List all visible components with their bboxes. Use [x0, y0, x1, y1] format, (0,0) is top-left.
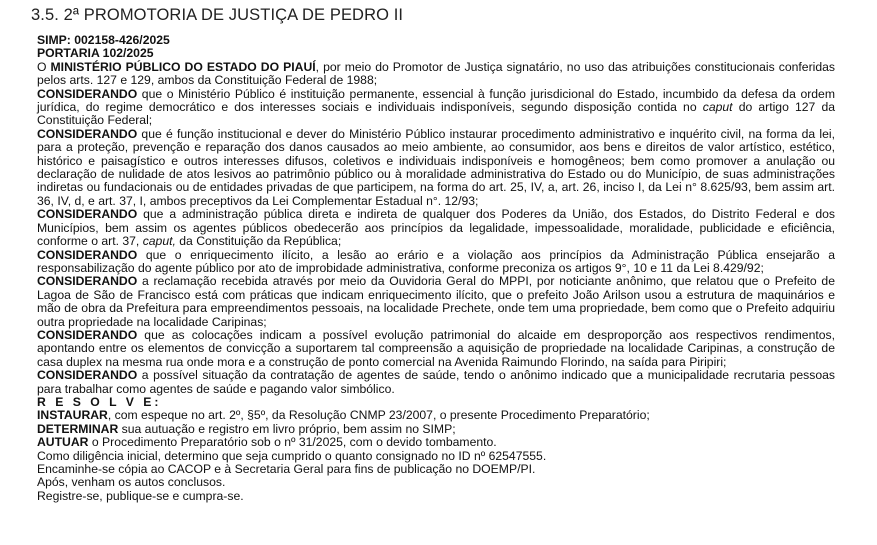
instaurar-label: INSTAURAR [37, 408, 108, 423]
considerando-7 [37, 369, 835, 396]
autuar-label: AUTUAR [37, 435, 89, 450]
considerando-2-text: que é função institucional e dever do Ministério Público instaurar procedimento administrativo e inquérito civil, na forma da lei, para a proteção, prevenção e reparação dos danos causados ao meio ambiente, ao consumidor, aos bens e direitos de valor artístico, estético, histórico e paisagístico e outros interesses difusos, coletivos e individuais indisponíveis e homogêneos; bem como promover a anulação ou declaração de nulidade de atos lesivos ao patrimônio público ou à moralidade administrativa do Estado ou do Município, de suas administrações indiretas ou fundacionais ou de entidades privadas de que participem, na forma do art. 25, IV, a, art. 26, inciso I, da Lei n° 8.625/93, bem assim art. 36, IV, d, e art. 37, I, ambos preceptivos da Lei Complementar Estadual n°. 12/93; [37, 126, 835, 208]
considerando-5 [37, 275, 835, 329]
autuar-text: o Procedimento Preparatório sob o nº 31/2025, com o devido tombamento. [88, 435, 497, 450]
considerando-3-post: da Constituição da República; [175, 234, 342, 249]
considerando-3-italic: caput, [142, 234, 176, 249]
portaria-document [37, 34, 835, 503]
instaurar-text: , com espeque no art. 2º, §5º, da Resolução CNMP 23/2007, o presente Procedimento Preparatório; [107, 408, 650, 423]
considerando-5-text: a reclamação recebida através por meio da Ouvidoria Geral do MPPI, por noticiante anônimo, que relatou que o Prefeito de Lagoa de São de Francisco está com práticas que indicam enriquecimento ilícito, que o prefeito João Arilson usou a estrutura de maquinários e mão de obra da Prefeitura para empreendimentos pessoais, na localidade Prechete, onde tem uma propriedade, bem como que o Prefeito adquiriu outra propriedade na localidade Caripinas; [37, 274, 835, 329]
considerando-label: CONSIDERANDO [37, 327, 138, 342]
considerando-4 [37, 249, 835, 276]
determinar-label: DETERMINAR [37, 421, 119, 436]
registre-line: Registre-se, publique-se e cumpra-se. [37, 488, 244, 503]
considerando-3-pre: que a administração pública direta e indireta de qualquer dos Poderes da União, dos Estados, do Distrito Federal e dos Municípios, bem assim os agentes públicos obedecerão aos princípios da legalidade, impessoalidade, moralidade, publicidade e eficiência, conforme o art. 37, [37, 207, 835, 249]
portaria-number: PORTARIA 102/2025 [37, 46, 154, 61]
determinar-text: sua autuação e registro em livro próprio, bem assim no SIMP; [118, 421, 456, 436]
apos-line: Após, venham os autos conclusos. [37, 475, 226, 490]
considerando-4-text: que o enriquecimento ilícito, a lesão ao erário e a violação aos princípios da Administração Pública ensejarão a responsabilização do agente público por ato de improbidade administrativa, conforme preconiza os artigos 9°, 10 e 11 da Lei 8.429/92; [37, 247, 835, 275]
considerando-1 [37, 88, 835, 128]
considerando-label: CONSIDERANDO [37, 86, 138, 101]
considerando-3 [37, 208, 835, 248]
considerando-2 [37, 128, 835, 208]
diligencia-line: Como diligência inicial, determino que seja cumprido o quanto consignado no ID nº 62547555. [37, 448, 547, 463]
resolve-heading: R E S O L V E: [37, 394, 162, 409]
determinar-line [37, 423, 835, 436]
intro-pre: O [37, 59, 51, 74]
considerando-1-pre: que o Ministério Público é instituição permanente, essencial à função jurisdicional do Estado, incumbido da defesa da ordem jurídica, do regime democrático e dos interesses sociais e individuais indisponíveis, segundo disposição contida no [37, 86, 835, 115]
considerando-1-italic: caput [702, 100, 733, 115]
intro-organ: MINISTÉRIO PÚBLICO DO ESTADO DO PIAUÍ [50, 59, 316, 74]
considerando-label: CONSIDERANDO [37, 126, 138, 141]
intro-paragraph [37, 61, 835, 88]
considerando-label: CONSIDERANDO [37, 274, 138, 289]
autuar-line [37, 436, 835, 449]
considerando-label: CONSIDERANDO [37, 207, 138, 222]
considerando-label: CONSIDERANDO [37, 368, 138, 383]
considerando-6-text: que as colocações indicam a possível evolução patrimonial do alcaide em desproporção aos respectivos rendimentos, apontando entre os elementos de convicção a suportarem tal compreensão a aquisição de propriedade na localidade Caripinas, a construção de casa duplex na mesma rua onde mora e a construção de ponto comercial na Avenida Raimundo Florindo, na saída para Piripiri; [37, 327, 835, 369]
considerando-6 [37, 329, 835, 369]
section-heading: 3.5. 2ª PROMOTORIA DE JUSTIÇA DE PEDRO II [31, 6, 404, 24]
instaurar-line [37, 409, 835, 422]
considerando-1-post: do artigo 127 da Constituição Federal; [37, 100, 836, 128]
intro-post: , por meio do Promotor de Justiça signatário, no uso das atribuições constitucionais conferidas pelos arts. 127 e 129, ambos da Constituição Federal de 1988; [37, 59, 835, 88]
considerando-7-text: a possível situação da contratação de agentes de saúde, tendo o anônimo indicado que a municipalidade recrutaria pessoas para trabalhar como agentes de saúde e pagando valor simbólico. [37, 368, 835, 396]
considerando-label: CONSIDERANDO [37, 247, 138, 262]
encaminhe-line: Encaminhe-se cópia ao CACOP e à Secretaria Geral para fins de publicação no DOEMP/PI. [37, 462, 536, 476]
simp-number: SIMP: 002158-426/2025 [37, 33, 170, 47]
